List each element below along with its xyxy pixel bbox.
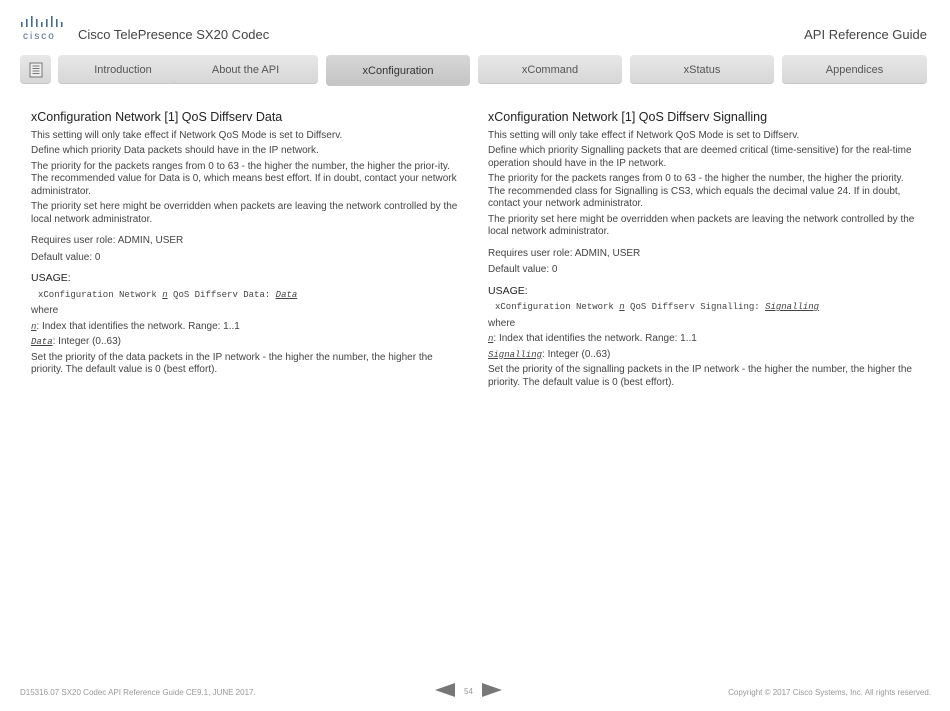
- tab-xconfiguration[interactable]: xConfiguration: [326, 55, 470, 86]
- default-value: Default value: 0: [31, 251, 101, 263]
- paragraph: This setting will only take effect if Network QoS Mode is set to Diffserv.: [31, 129, 343, 141]
- section-title: xConfiguration Network [1] QoS Diffserv Data: [31, 110, 283, 124]
- menu-button[interactable]: [20, 55, 51, 84]
- tab-appendices[interactable]: Appendices: [782, 55, 927, 84]
- param-n: n: Index that identifies the network. Range: 1..1: [488, 333, 697, 344]
- usage-label: USAGE:: [31, 272, 71, 284]
- user-role: Requires user role: ADMIN, USER: [31, 235, 184, 246]
- where-label: where: [31, 305, 59, 316]
- default-value: Default value: 0: [488, 264, 558, 275]
- tab-xstatus[interactable]: xStatus: [630, 55, 774, 84]
- page-header: [0, 0, 950, 55]
- right-column: [488, 108, 920, 392]
- cisco-logo: [20, 16, 64, 42]
- copyright: Copyright © 2017 Cisco Systems, Inc. All rights reserved.: [728, 688, 931, 697]
- section-title: xConfiguration Network [1] QoS Diffserv Signalling: [488, 110, 768, 124]
- paragraph: This setting will only take effect if Network QoS Mode is set to Diffserv.: [488, 129, 800, 141]
- user-role: Requires user role: ADMIN, USER: [488, 247, 641, 259]
- tab-xcommand[interactable]: xCommand: [478, 55, 622, 84]
- left-column: [31, 108, 463, 380]
- page-footer: [0, 680, 950, 704]
- pager: [435, 683, 502, 699]
- tab-introduction[interactable]: Introduction: [58, 55, 188, 84]
- document-menu-icon: [29, 62, 43, 78]
- paragraph: The priority set here might be overridden when packets are leaving the network controlled by the local network administrator.: [31, 201, 458, 225]
- param-data: Data: Integer (0..63): [31, 336, 121, 347]
- paragraph: Define which priority Data packets should have in the IP network.: [31, 145, 319, 156]
- page-number: 54: [464, 686, 473, 696]
- command-syntax: xConfiguration Network n QoS Diffserv Data: Data: [38, 289, 298, 300]
- triangle-right-icon[interactable]: [482, 683, 502, 699]
- svg-text:cisco: cisco: [23, 31, 56, 42]
- paragraph: The priority set here might be overridden when packets are leaving the network controlled by the local network administrator.: [488, 213, 915, 237]
- paragraph: Define which priority Signalling packets that are deemed critical (time-sensitive) for the real-time operation should have in the IP network.: [488, 145, 912, 169]
- triangle-left-icon[interactable]: [435, 683, 455, 699]
- command-syntax: xConfiguration Network n QoS Diffserv Signalling: Signalling: [495, 302, 820, 312]
- where-label: where: [488, 317, 516, 329]
- param-description: Set the priority of the signalling packets in the IP network - the higher the number, the higher the priority. The default value is 0 (best effort).: [488, 364, 912, 388]
- param-n: n: Index that identifies the network. Range: 1..1: [31, 320, 240, 332]
- paragraph: The priority for the packets ranges from 0 to 63 - the higher the number, the higher the priority. The recommended class for Signalling is CS3, which equals the decimal value 24. If in doubt, contact your network administrator.: [488, 173, 904, 209]
- tab-about-the-api[interactable]: About the API: [173, 55, 318, 84]
- usage-label: USAGE:: [488, 284, 528, 297]
- nav-tabs: [20, 55, 930, 85]
- param-signalling: Signalling: Integer (0..63): [488, 348, 611, 360]
- guide-title: API Reference Guide: [804, 27, 927, 42]
- param-description: Set the priority of the data packets in the IP network - the higher the number, the higher the priority. The default value is 0 (best effort).: [31, 351, 433, 375]
- paragraph: The priority for the packets ranges from 0 to 63 - the higher the number, the higher the prior-ity. The recommended value for Data is 0, which means best effort. If in doubt, contact your network administrator.: [31, 160, 457, 197]
- product-title: Cisco TelePresence SX20 Codec: [78, 27, 270, 42]
- document-id: D15316.07 SX20 Codec API Reference Guide CE9.1, JUNE 2017.: [20, 688, 256, 697]
